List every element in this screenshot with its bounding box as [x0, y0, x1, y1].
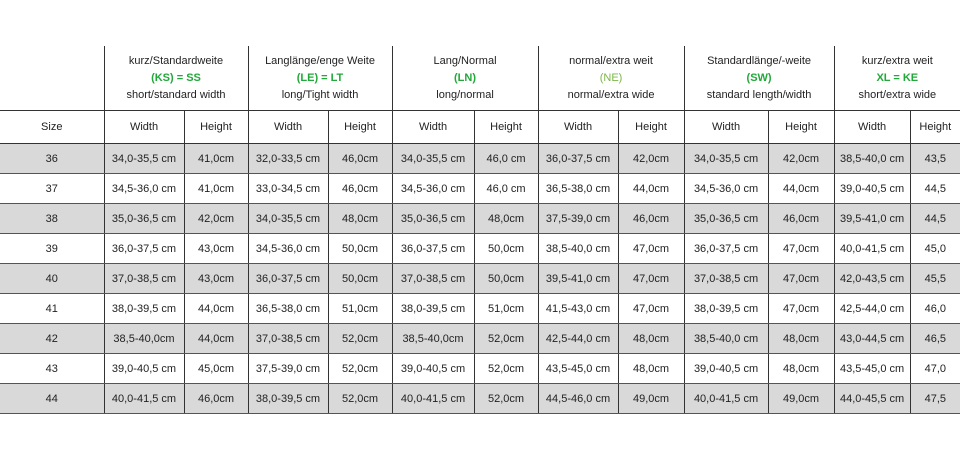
- height-cell: 45,0: [910, 234, 960, 264]
- height-header: Height: [618, 111, 684, 144]
- group-header-3: [538, 46, 684, 111]
- width-cell: 36,0-37,5 cm: [248, 264, 328, 294]
- group-label-de: kurz/extra weit: [861, 54, 933, 67]
- width-cell: 44,5-46,0 cm: [538, 384, 618, 414]
- height-cell: 52,0cm: [474, 384, 538, 414]
- group-label-de: normal/extra weit: [569, 54, 653, 67]
- size-cell: 41: [0, 294, 104, 324]
- table-row: [0, 264, 960, 294]
- width-cell: 34,5-36,0 cm: [684, 174, 768, 204]
- height-cell: 44,5: [910, 174, 960, 204]
- size-cell: 36: [0, 144, 104, 174]
- height-cell: 48,0cm: [768, 324, 834, 354]
- width-cell: 43,5-45,0 cm: [538, 354, 618, 384]
- width-cell: 34,5-36,0 cm: [392, 174, 474, 204]
- height-cell: 47,0cm: [768, 264, 834, 294]
- width-cell: 34,5-36,0 cm: [248, 234, 328, 264]
- table-row: [0, 144, 960, 174]
- height-cell: 50,0cm: [328, 234, 392, 264]
- table-row: [0, 204, 960, 234]
- height-cell: 45,0cm: [184, 354, 248, 384]
- height-cell: 49,0cm: [618, 384, 684, 414]
- group-header-2: [392, 46, 538, 111]
- width-header: Width: [538, 111, 618, 144]
- height-cell: 44,0cm: [618, 174, 684, 204]
- width-cell: 37,5-39,0 cm: [538, 204, 618, 234]
- size-cell: 44: [0, 384, 104, 414]
- height-cell: 42,0cm: [184, 204, 248, 234]
- width-cell: 40,0-41,5 cm: [392, 384, 474, 414]
- group-header-row: [0, 46, 960, 111]
- width-header: Width: [684, 111, 768, 144]
- height-cell: 48,0cm: [618, 324, 684, 354]
- width-cell: 32,0-33,5 cm: [248, 144, 328, 174]
- height-cell: 46,0: [910, 294, 960, 324]
- height-header: Height: [768, 111, 834, 144]
- size-chart-container: [0, 46, 952, 414]
- height-header: Height: [328, 111, 392, 144]
- size-cell: 38: [0, 204, 104, 234]
- height-cell: 48,0cm: [618, 354, 684, 384]
- width-header: Width: [248, 111, 328, 144]
- width-cell: 39,0-40,5 cm: [104, 354, 184, 384]
- width-cell: 39,0-40,5 cm: [392, 354, 474, 384]
- height-cell: 52,0cm: [474, 324, 538, 354]
- size-chart-table: [0, 46, 960, 414]
- group-label-en: standard length/width: [706, 88, 812, 101]
- width-header: Width: [104, 111, 184, 144]
- width-cell: 41,5-43,0 cm: [538, 294, 618, 324]
- width-cell: 38,5-40,0 cm: [684, 324, 768, 354]
- width-cell: 37,0-38,5 cm: [684, 264, 768, 294]
- height-cell: 49,0cm: [768, 384, 834, 414]
- width-cell: 37,0-38,5 cm: [104, 264, 184, 294]
- height-cell: 46,0cm: [328, 174, 392, 204]
- table-row: [0, 234, 960, 264]
- group-label-en: short/extra wide: [858, 88, 937, 101]
- height-cell: 48,0cm: [474, 204, 538, 234]
- height-cell: 44,0cm: [768, 174, 834, 204]
- group-code: (LE) = LT: [296, 71, 344, 84]
- size-cell: 42: [0, 324, 104, 354]
- height-cell: 46,0cm: [184, 384, 248, 414]
- width-cell: 37,0-38,5 cm: [392, 264, 474, 294]
- width-cell: 36,0-37,5 cm: [684, 234, 768, 264]
- height-cell: 43,0cm: [184, 264, 248, 294]
- height-header: Height: [184, 111, 248, 144]
- width-header: Width: [834, 111, 910, 144]
- width-cell: 35,0-36,5 cm: [684, 204, 768, 234]
- group-code: XL = KE: [876, 71, 919, 84]
- group-header-0: [104, 46, 248, 111]
- height-cell: 52,0cm: [328, 324, 392, 354]
- width-cell: 38,0-39,5 cm: [392, 294, 474, 324]
- height-cell: 41,0cm: [184, 174, 248, 204]
- height-cell: 43,5: [910, 144, 960, 174]
- width-cell: 38,5-40,0cm: [104, 324, 184, 354]
- width-cell: 39,5-41,0 cm: [834, 204, 910, 234]
- width-cell: 34,0-35,5 cm: [248, 204, 328, 234]
- width-cell: 38,0-39,5 cm: [248, 384, 328, 414]
- size-cell: 39: [0, 234, 104, 264]
- height-cell: 42,0cm: [618, 144, 684, 174]
- group-label-de: kurz/Standardweite: [128, 54, 224, 67]
- table-row: [0, 294, 960, 324]
- group-code: (LN): [454, 71, 477, 84]
- height-cell: 46,0cm: [328, 144, 392, 174]
- width-cell: 33,0-34,5 cm: [248, 174, 328, 204]
- group-code: (KS) = SS: [151, 71, 201, 84]
- height-cell: 46,0cm: [618, 204, 684, 234]
- height-cell: 47,5: [910, 384, 960, 414]
- width-cell: 39,5-41,0 cm: [538, 264, 618, 294]
- group-label-de: Lang/Normal: [433, 54, 497, 67]
- group-code: (NE): [599, 71, 623, 84]
- table-row: [0, 174, 960, 204]
- height-cell: 47,0cm: [618, 234, 684, 264]
- width-cell: 40,0-41,5 cm: [684, 384, 768, 414]
- table-row: [0, 384, 960, 414]
- group-code: (SW): [746, 71, 772, 84]
- width-cell: 38,0-39,5 cm: [104, 294, 184, 324]
- height-cell: 51,0cm: [474, 294, 538, 324]
- height-cell: 44,5: [910, 204, 960, 234]
- width-cell: 42,5-44,0 cm: [834, 294, 910, 324]
- width-cell: 40,0-41,5 cm: [834, 234, 910, 264]
- group-label-en: normal/extra wide: [567, 88, 655, 101]
- group-header-1: [248, 46, 392, 111]
- height-cell: 47,0cm: [768, 234, 834, 264]
- width-cell: 36,0-37,5 cm: [104, 234, 184, 264]
- width-cell: 34,0-35,5 cm: [684, 144, 768, 174]
- width-cell: 39,0-40,5 cm: [834, 174, 910, 204]
- height-cell: 48,0cm: [768, 354, 834, 384]
- width-cell: 36,5-38,0 cm: [538, 174, 618, 204]
- group-label-en: short/standard width: [126, 88, 226, 101]
- height-cell: 50,0cm: [474, 234, 538, 264]
- width-cell: 44,0-45,5 cm: [834, 384, 910, 414]
- height-cell: 46,5: [910, 324, 960, 354]
- height-cell: 52,0cm: [328, 384, 392, 414]
- column-header-row: [0, 111, 960, 144]
- width-cell: 36,5-38,0 cm: [248, 294, 328, 324]
- width-cell: 38,0-39,5 cm: [684, 294, 768, 324]
- width-cell: 38,5-40,0 cm: [538, 234, 618, 264]
- group-label-de: Langlänge/enge Weite: [265, 54, 375, 67]
- width-cell: 34,5-36,0 cm: [104, 174, 184, 204]
- size-cell: 40: [0, 264, 104, 294]
- height-cell: 44,0cm: [184, 324, 248, 354]
- group-header-4: [684, 46, 834, 111]
- height-header: Height: [910, 111, 960, 144]
- width-cell: 37,5-39,0 cm: [248, 354, 328, 384]
- size-cell: 43: [0, 354, 104, 384]
- size-header: Size: [0, 111, 104, 144]
- group-header-5: [834, 46, 960, 111]
- width-cell: 40,0-41,5 cm: [104, 384, 184, 414]
- width-cell: 36,0-37,5 cm: [392, 234, 474, 264]
- height-cell: 51,0cm: [328, 294, 392, 324]
- group-label-de: Standardlänge/-weite: [707, 54, 812, 67]
- width-cell: 38,5-40,0 cm: [834, 144, 910, 174]
- height-cell: 45,5: [910, 264, 960, 294]
- group-label-en: long/normal: [436, 88, 494, 101]
- height-cell: 48,0cm: [328, 204, 392, 234]
- width-cell: 34,0-35,5 cm: [392, 144, 474, 174]
- size-cell: 37: [0, 174, 104, 204]
- height-cell: 52,0cm: [328, 354, 392, 384]
- width-cell: 43,0-44,5 cm: [834, 324, 910, 354]
- height-cell: 47,0cm: [618, 294, 684, 324]
- height-cell: 46,0 cm: [474, 174, 538, 204]
- width-cell: 42,5-44,0 cm: [538, 324, 618, 354]
- height-cell: 47,0cm: [618, 264, 684, 294]
- width-cell: 42,0-43,5 cm: [834, 264, 910, 294]
- height-cell: 44,0cm: [184, 294, 248, 324]
- corner-cell: [0, 46, 104, 111]
- width-cell: 34,0-35,5 cm: [104, 144, 184, 174]
- height-cell: 41,0cm: [184, 144, 248, 174]
- width-header: Width: [392, 111, 474, 144]
- height-cell: 46,0cm: [768, 204, 834, 234]
- height-cell: 52,0cm: [474, 354, 538, 384]
- height-header: Height: [474, 111, 538, 144]
- height-cell: 43,0cm: [184, 234, 248, 264]
- width-cell: 43,5-45,0 cm: [834, 354, 910, 384]
- width-cell: 35,0-36,5 cm: [104, 204, 184, 234]
- width-cell: 37,0-38,5 cm: [248, 324, 328, 354]
- width-cell: 38,5-40,0cm: [392, 324, 474, 354]
- height-cell: 47,0: [910, 354, 960, 384]
- height-cell: 46,0 cm: [474, 144, 538, 174]
- width-cell: 36,0-37,5 cm: [538, 144, 618, 174]
- width-cell: 35,0-36,5 cm: [392, 204, 474, 234]
- table-row: [0, 324, 960, 354]
- height-cell: 42,0cm: [768, 144, 834, 174]
- width-cell: 39,0-40,5 cm: [684, 354, 768, 384]
- height-cell: 50,0cm: [474, 264, 538, 294]
- table-row: [0, 354, 960, 384]
- group-label-en: long/Tight width: [281, 88, 359, 101]
- height-cell: 50,0cm: [328, 264, 392, 294]
- height-cell: 47,0cm: [768, 294, 834, 324]
